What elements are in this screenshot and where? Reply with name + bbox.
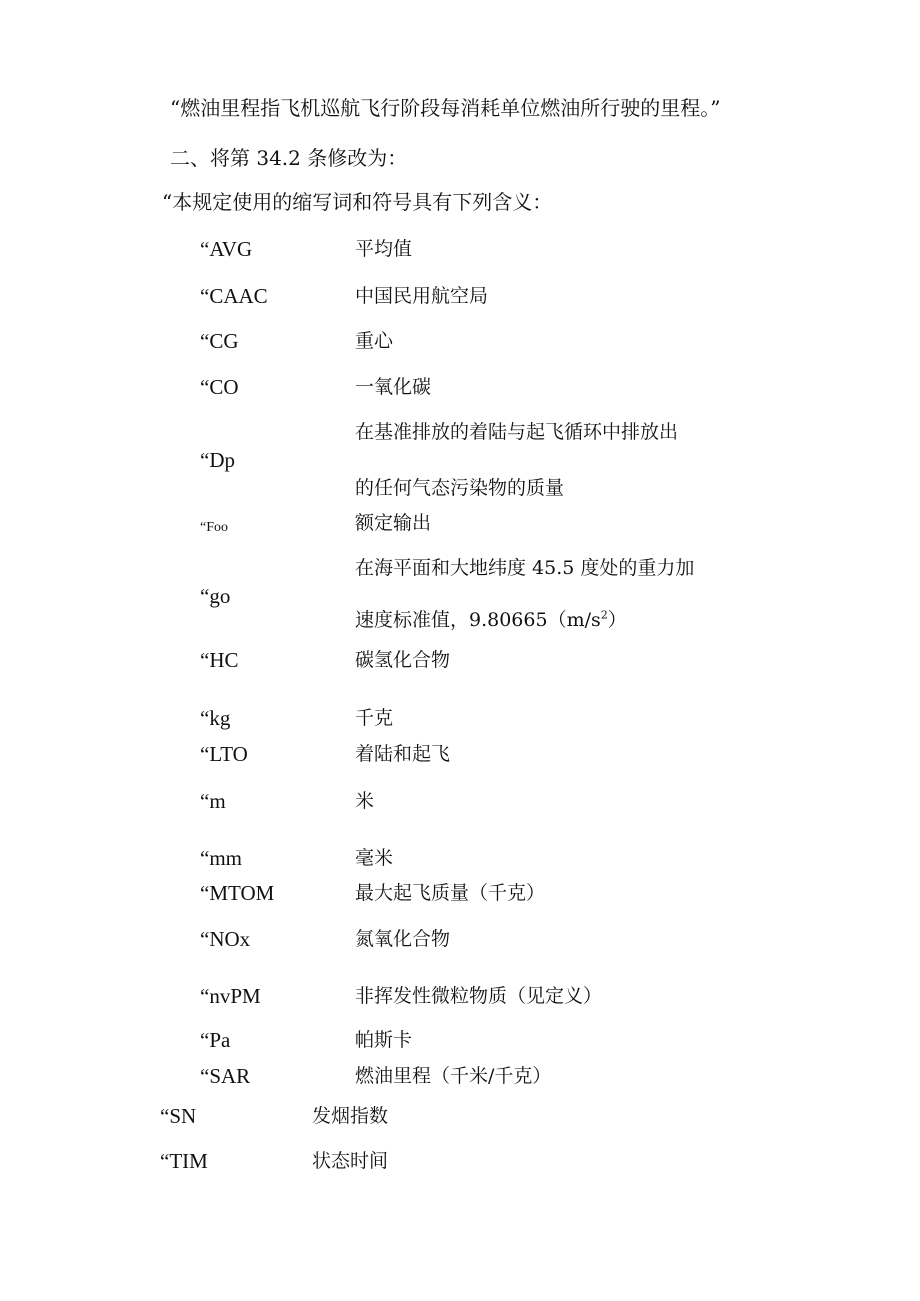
abbr-meaning: 一氧化碳 xyxy=(355,376,432,398)
abbr-term: “mm xyxy=(200,846,242,870)
abbr-meaning: 最大起飞质量（千克） xyxy=(355,882,546,904)
closing-paren: ） xyxy=(607,609,627,631)
abbr-meaning: 着陆和起飞 xyxy=(355,743,451,765)
abbr-term: “Foo xyxy=(200,520,228,535)
abbr-meaning: 非挥发性微粒物质（见定义） xyxy=(355,985,603,1007)
abbr-term: “LTO xyxy=(200,742,248,766)
abbr-meaning: 燃油里程（千米/千克） xyxy=(355,1065,552,1087)
abbr-meaning: 帕斯卡 xyxy=(355,1029,413,1051)
abbr-term: “m xyxy=(200,789,226,813)
abbr-meaning-continued xyxy=(355,608,627,632)
abbr-term: “HC xyxy=(200,648,239,672)
abbr-term: “NOx xyxy=(200,927,251,951)
abbr-term: “CG xyxy=(200,329,239,353)
abbr-meaning: 重心 xyxy=(355,330,394,352)
abbr-term: “kg xyxy=(200,706,231,730)
abbr-meaning: 平均值 xyxy=(355,238,413,260)
abbr-meaning: 米 xyxy=(355,790,375,812)
abbr-term: “SAR xyxy=(200,1064,251,1088)
abbr-term: “AVG xyxy=(200,237,253,261)
abbr-meaning: 额定输出 xyxy=(355,512,432,534)
superscript-exponent: 2 xyxy=(600,608,608,622)
abbr-term: “go xyxy=(200,584,231,608)
abbr-meaning: 发烟指数 xyxy=(312,1105,389,1127)
abbr-meaning: 中国民用航空局 xyxy=(355,285,489,307)
abbr-term: “MTOM xyxy=(200,881,275,905)
abbr-meaning: 千克 xyxy=(355,707,394,729)
abbr-meaning: 状态时间 xyxy=(312,1150,389,1172)
paragraph-amend-34-2: 二、将第 34.2 条修改为： xyxy=(170,146,408,170)
abbr-meaning: 在海平面和大地纬度 45.5 度处的重力加 xyxy=(355,557,695,579)
abbr-meaning: 氮氧化合物 xyxy=(355,928,451,950)
abbr-term: “Dp xyxy=(200,448,235,472)
abbr-term: “CAAC xyxy=(200,284,268,308)
abbr-term: “SN xyxy=(160,1104,197,1128)
abbr-meaning: 碳氢化合物 xyxy=(355,649,451,671)
abbr-term: “CO xyxy=(200,375,239,399)
abbr-term: “Pa xyxy=(200,1028,231,1052)
gravity-value-text: 速度标准值，9.80665（m/s xyxy=(355,609,601,631)
abbr-term: “TIM xyxy=(160,1149,208,1173)
paragraph-abbreviations-intro: “本规定使用的缩写词和符号具有下列含义： xyxy=(162,190,553,214)
paragraph-fuel-mileage-definition: “燃油里程指飞机巡航飞行阶段每消耗单位燃油所行驶的里程。” xyxy=(170,96,721,120)
abbr-term: “nvPM xyxy=(200,984,261,1008)
abbr-meaning: 毫米 xyxy=(355,847,394,869)
abbr-meaning: 在基准排放的着陆与起飞循环中排放出 xyxy=(355,421,679,443)
abbr-meaning-continued: 的任何气态污染物的质量 xyxy=(355,477,565,499)
